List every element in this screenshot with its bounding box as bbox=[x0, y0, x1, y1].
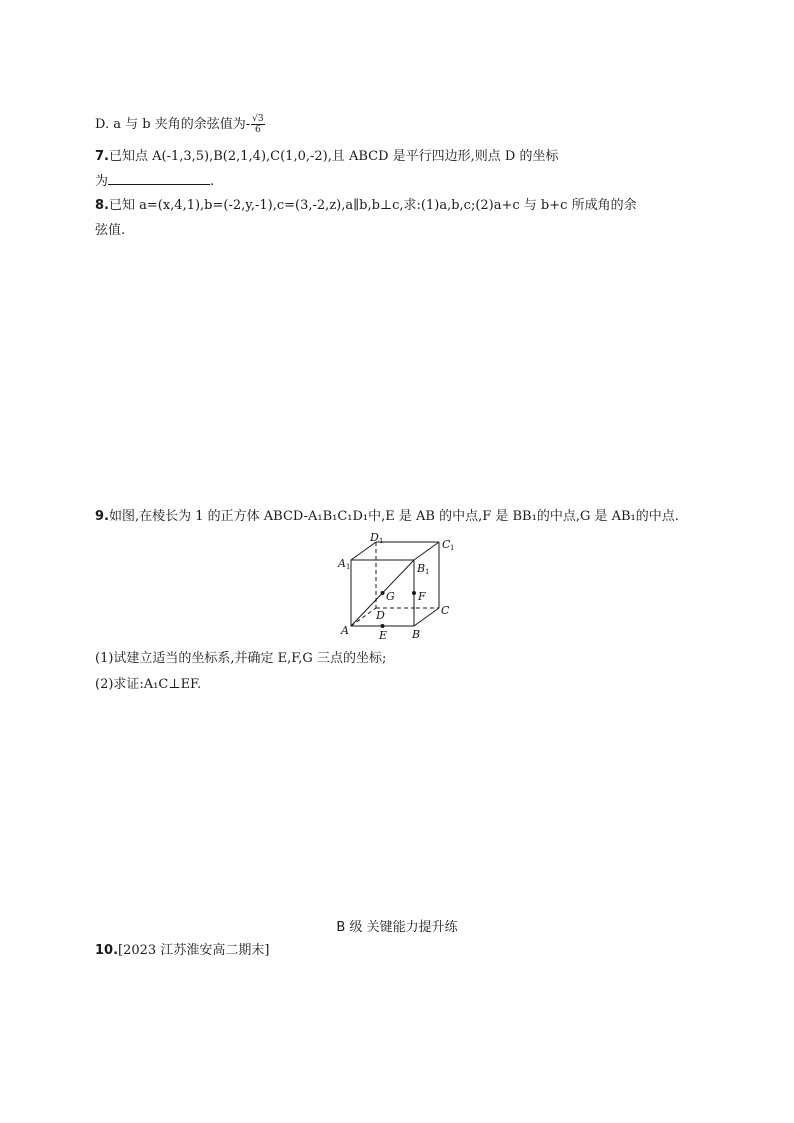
q6-option-d bbox=[95, 114, 265, 135]
q10-number: 10. bbox=[95, 943, 119, 958]
label-a1: A bbox=[338, 557, 346, 570]
q7-line1 bbox=[95, 148, 559, 166]
q6-option-d-text: D. a 与 b 夹角的余弦值为- bbox=[95, 117, 251, 132]
label-b1: B bbox=[417, 562, 426, 575]
q8-text-cont: 弦值. bbox=[95, 223, 126, 238]
label-c: C bbox=[441, 604, 450, 617]
q10-line bbox=[95, 942, 269, 960]
fraction-numerator: √3 bbox=[252, 114, 264, 124]
section-title: B 级 关键能力提升练 bbox=[336, 920, 458, 935]
label-a: A bbox=[341, 624, 349, 637]
q8-number: 8. bbox=[95, 198, 109, 213]
cube-figure bbox=[336, 532, 466, 644]
label-d1: D bbox=[370, 532, 379, 544]
fraction-denominator: 6 bbox=[254, 125, 261, 135]
q8-line1 bbox=[95, 197, 637, 215]
q7-number: 7. bbox=[95, 149, 109, 164]
label-e: E bbox=[379, 629, 388, 642]
point-f bbox=[412, 591, 416, 595]
q7-prefix: 为 bbox=[95, 174, 109, 189]
point-e bbox=[381, 624, 385, 628]
edge-bc bbox=[414, 608, 439, 626]
label-b: B bbox=[412, 628, 421, 641]
fraction bbox=[251, 114, 264, 135]
q7-suffix: . bbox=[210, 174, 215, 189]
label-f: F bbox=[418, 590, 426, 603]
q7-answer-blank[interactable] bbox=[108, 172, 210, 185]
label-d1-sub: 1 bbox=[379, 537, 384, 545]
q9-part2-text: (2)求证:A₁C⊥EF. bbox=[95, 677, 202, 692]
q9-part1-text: (1)试建立适当的坐标系,并确定 E,F,G 三点的坐标; bbox=[95, 651, 387, 666]
q7-line2 bbox=[95, 172, 214, 191]
q9-line1 bbox=[95, 508, 679, 526]
q9-part2 bbox=[95, 676, 201, 694]
q10-text: [2023 江苏淮安高二期末] bbox=[118, 943, 270, 958]
edge-ad-hidden bbox=[351, 608, 376, 626]
q9-text: 如图,在棱长为 1 的正方体 ABCD-A₁B₁C₁D₁中,E 是 AB 的中点,F 是 BB₁的中点,G 是 AB₁的中点. bbox=[108, 509, 679, 524]
q7-text: 已知点 A(-1,3,5),B(2,1,4),C(1,0,-2),且 ABCD 是平行四边形,则点 D 的坐标 bbox=[108, 149, 559, 164]
q8-text: 已知 a=(x,4,1),b=(-2,y,-1),c=(3,-2,z),a∥b,b⊥c,求:(1)a,b,c;(2)a+c 与 b+c 所成角的余 bbox=[108, 198, 637, 213]
q9-number: 9. bbox=[95, 509, 109, 524]
label-c1: C bbox=[442, 538, 451, 551]
label-b1-sub: 1 bbox=[425, 568, 430, 576]
label-d: D bbox=[376, 609, 385, 622]
edge-b1c1 bbox=[414, 542, 439, 560]
label-a1-sub: 1 bbox=[346, 563, 351, 571]
point-g bbox=[381, 591, 385, 595]
edge-a1d1 bbox=[351, 542, 376, 560]
label-g: G bbox=[386, 590, 395, 603]
q9-part1 bbox=[95, 650, 386, 668]
q8-line2 bbox=[95, 222, 125, 240]
label-c1-sub: 1 bbox=[450, 544, 455, 552]
